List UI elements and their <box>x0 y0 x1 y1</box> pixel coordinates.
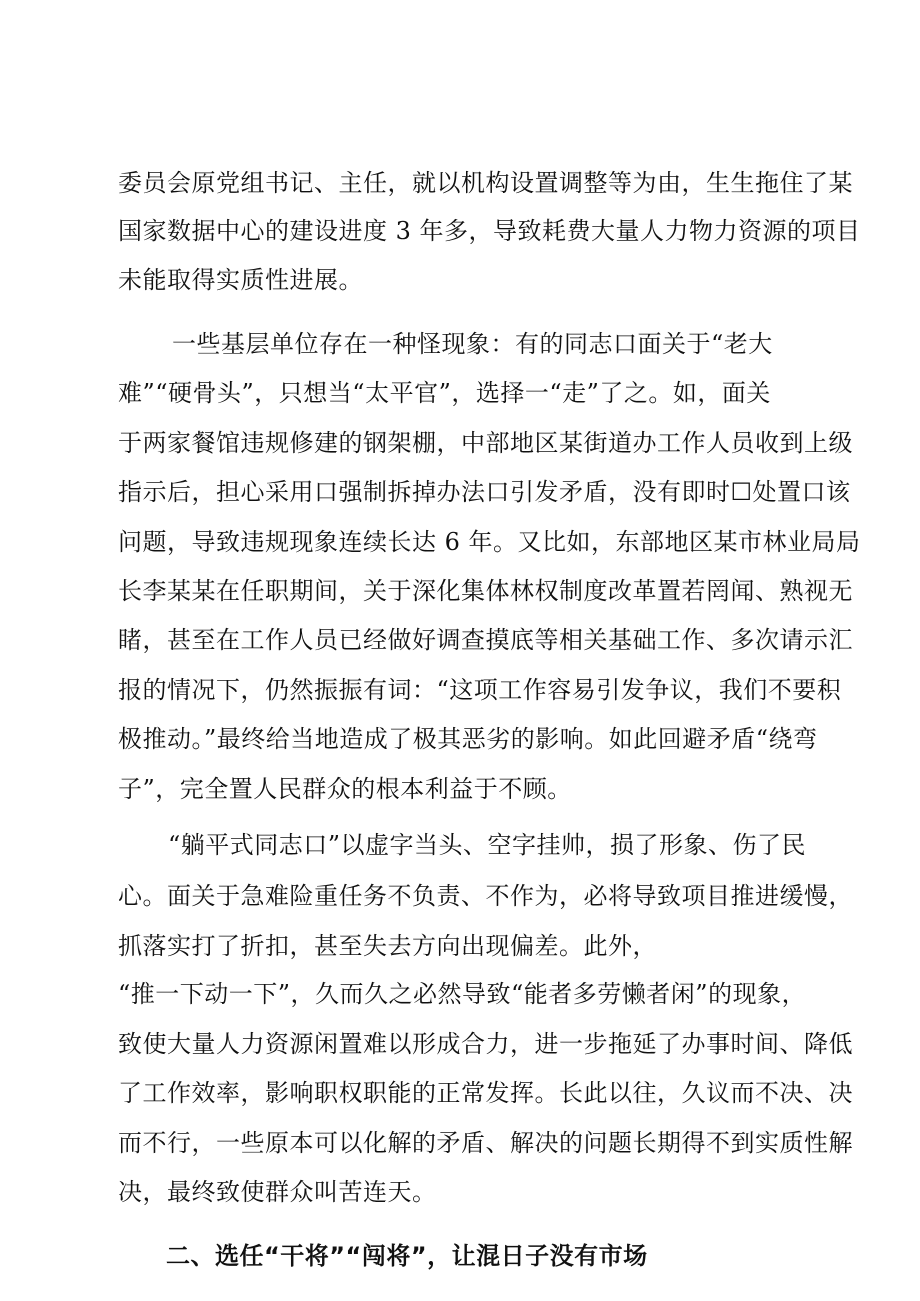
paragraph-line: 未能取得实质性进展。 <box>118 266 363 294</box>
paragraph-line: 抓落实打了折扣，甚至失去方向出现偏差。此外， <box>118 932 657 960</box>
paragraph-line: 问题，导致违规现象连续长达 6 年。又比如，东部地区某市林业局局 <box>118 528 861 556</box>
paragraph-line: “躺平式同志口”以虚字当头、空字挂帅，损了形象、伤了民 <box>168 831 807 859</box>
paragraph-line: 而不行，一些原本可以化解的矛盾、解决的问题长期得不到实质性解 <box>118 1129 853 1157</box>
paragraph-line: 心。面关于急难险重任务不负责、不作为，必将导致项目推进缓慢， <box>118 882 853 910</box>
paragraph-line: 一些基层单位存在一种怪现象：有的同志口面关于“老大 <box>172 330 773 358</box>
paragraph-line: 极推动。”最终给当地造成了极其恶劣的影响。如此回避矛盾“绕弯 <box>118 725 818 753</box>
paragraph-line: 国家数据中心的建设进度 3 年多，导致耗费大量人力物力资源的项目 <box>118 217 861 245</box>
paragraph-line: 报的情况下，仍然振振有词：“这项工作容易引发争议，我们不要积 <box>118 676 842 704</box>
paragraph-line: 于两家餐馆违规修建的钢架棚，中部地区某街道办工作人员收到上级 <box>118 429 853 457</box>
paragraph-line: 致使大量人力资源闲置难以形成合力，进一步拖延了办事时间、降低 <box>118 1030 853 1058</box>
paragraph-line: 了工作效率，影响职权职能的正常发挥。长此以往，久议而不决、决 <box>118 1079 853 1107</box>
paragraph-line: 难”“硬骨头”，只想当“太平官”，选择一“走”了之。如，面关 <box>118 379 771 407</box>
paragraph-line: 子”，完全置人民群众的根本利益于不顾。 <box>118 775 572 803</box>
paragraph-line: “推一下动一下”，久而久之必然导致“能者多劳懒者闲”的现象， <box>118 980 807 1008</box>
paragraph-line: 委员会原党组书记、主任，就以机构设置调整等为由，生生拖住了某 <box>118 169 853 197</box>
paragraph-line: 睹，甚至在工作人员已经做好调查摸底等相关基础工作、多次请示汇 <box>118 626 853 654</box>
paragraph-line: 长李某某在任职期间，关于深化集体林权制度改革置若罔闻、熟视无 <box>118 577 853 605</box>
section-heading: 二、选任“干将”“闯将”，让混日子没有市场 <box>166 1242 648 1270</box>
paragraph-line: 决，最终致使群众叫苦连天。 <box>118 1178 437 1206</box>
paragraph-line: 指示后，担心采用口强制拆掉办法口引发矛盾，没有即时☐处置口该 <box>118 478 851 506</box>
